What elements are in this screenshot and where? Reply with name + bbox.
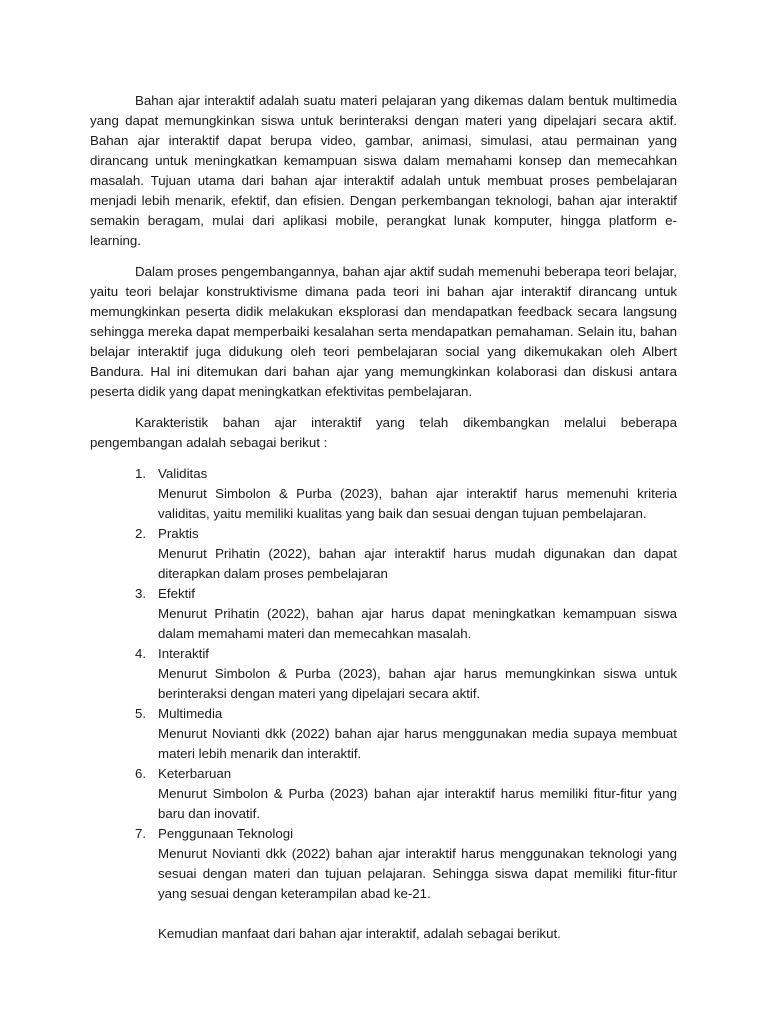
list-item-title: Penggunaan Teknologi	[158, 826, 294, 841]
list-item	[90, 824, 677, 904]
list-item-title: Validitas	[158, 466, 208, 481]
list-number: 1.	[135, 466, 147, 481]
list-item-description: Menurut Novianti dkk (2022) bahan ajar interaktif harus menggunakan teknologi yang sesuai dengan materi dan tujuan pelajaran. Sehingga siswa dapat memiliki fitur-fitur yang sesuai dengan keterampilan abad ke-21.	[158, 846, 677, 901]
list-item-description: Menurut Novianti dkk (2022) bahan ajar harus menggunakan media supaya membuat materi lebih menarik dan interaktif.	[158, 726, 677, 761]
list-item-description: Menurut Simbolon & Purba (2023), bahan ajar harus memungkinkan siswa untuk berinteraksi dengan materi yang dipelajari secara aktif.	[158, 666, 677, 701]
list-item-title: Keterbaruan	[158, 766, 232, 781]
characteristics-list	[90, 464, 677, 904]
list-item-description: Menurut Prihatin (2022), bahan ajar interaktif harus mudah digunakan dan dapat diterapkan dalam proses pembelajaran	[158, 546, 677, 581]
list-item-description: Menurut Simbolon & Purba (2023) bahan ajar interaktif harus memiliki fitur-fitur yang baru dan inovatif.	[158, 786, 677, 821]
list-item-title: Praktis	[158, 526, 199, 541]
list-item	[90, 524, 677, 584]
list-number: 3.	[135, 586, 147, 601]
list-number: 7.	[135, 826, 147, 841]
list-item	[90, 464, 677, 524]
paragraph-2: Dalam proses pengembangannya, bahan ajar aktif sudah memenuhi beberapa teori belajar, yaitu teori belajar konstruktivisme dimana pada teori ini bahan ajar interaktif dirancang untuk memungkinkan peserta didik melakukan eksplorasi dan mendapatkan feedback secara langsung sehingga mereka dapat memperbaiki kesalahan serta mendapatkan pemahaman. Selain itu, bahan belajar interaktif juga didukung oleh teori pembelajaran social yang dikemukakan oleh Albert Bandura. Hal ini ditemukan dari bahan ajar yang memungkinkan kolaborasi dan diskusi antara peserta didik yang dapat meningkatkan efektivitas pembelajaran.	[90, 264, 677, 399]
list-item-title: Multimedia	[158, 706, 223, 721]
list-item	[90, 584, 677, 644]
document-page	[90, 91, 677, 944]
list-item-description: Menurut Prihatin (2022), bahan ajar harus dapat meningkatkan kemampuan siswa dalam memahami materi dan memecahkan masalah.	[158, 606, 677, 641]
paragraph-1: Bahan ajar interaktif adalah suatu materi pelajaran yang dikemas dalam bentuk multimedia yang dapat memungkinkan siswa untuk berinteraksi dengan materi yang dipelajari secara aktif. Bahan ajar interaktif dapat berupa video, gambar, animasi, simulasi, atau permainan yang dirancang untuk meningkatkan kemampuan siswa dalam memahami konsep dan memecahkan masalah. Tujuan utama dari bahan ajar interaktif adalah untuk membuat proses pembelajaran menjadi lebih menarik, efektif, dan efisien. Dengan perkembangan teknologi, bahan ajar interaktif semakin beragam, mulai dari aplikasi mobile, perangkat lunak komputer, hingga platform e-learning.	[90, 93, 677, 248]
list-item-title: Interaktif	[158, 646, 209, 661]
list-number: 2.	[135, 526, 147, 541]
list-item	[90, 764, 677, 824]
list-number: 6.	[135, 766, 147, 781]
closing-sentence: Kemudian manfaat dari bahan ajar interaktif, adalah sebagai berikut.	[158, 926, 561, 941]
list-item	[90, 704, 677, 764]
list-number: 5.	[135, 706, 147, 721]
list-item-title: Efektif	[158, 586, 195, 601]
list-number: 4.	[135, 646, 147, 661]
list-item-description: Menurut Simbolon & Purba (2023), bahan ajar interaktif harus memenuhi kriteria validitas, yaitu memiliki kualitas yang baik dan sesuai dengan tujuan pembelajaran.	[158, 486, 677, 521]
list-item	[90, 644, 677, 704]
paragraph-3: Karakteristik bahan ajar interaktif yang telah dikembangkan melalui beberapa pengembangan adalah sebagai berikut :	[90, 415, 677, 450]
